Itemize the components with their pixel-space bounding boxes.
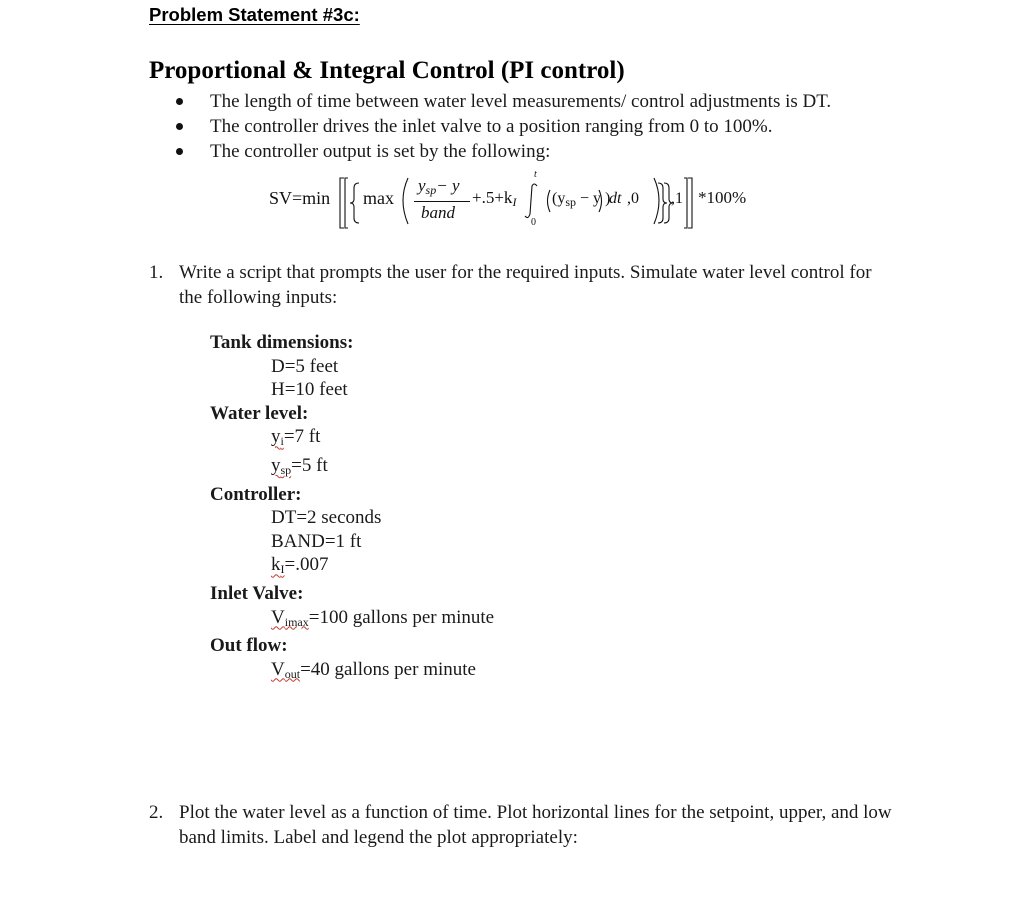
tank-height: H=10 feet (271, 379, 348, 401)
question-1 (149, 260, 899, 310)
eq-plus-half-k (472, 188, 516, 210)
controller-ki (210, 553, 494, 582)
problem-heading: Problem Statement #3c: (149, 4, 360, 25)
tank-header: Tank dimensions: (210, 332, 354, 353)
bullet-text: The length of time between water level measurements/ control adjustments is DT. (210, 91, 832, 112)
eq-lhs: SV=min (269, 188, 331, 208)
bullet-dot-icon (176, 98, 183, 105)
yi-symbol (271, 426, 284, 447)
eq-comma-zero: ,0 (627, 190, 639, 207)
tank-diameter: D=5 feet (271, 355, 339, 377)
eq-times-100: *100% (698, 188, 747, 207)
water-level-header: Water level: (210, 402, 309, 424)
setpoint-level (210, 454, 494, 483)
ki-symbol (271, 554, 285, 575)
outflow-header: Out flow: (210, 635, 288, 657)
eq-integral-lower: 0 (531, 217, 536, 228)
outflow-rate (210, 658, 494, 687)
question-2-text: Plot the water level as a function of time. Plot horizontal lines for the setpoint, upper, and low band limits. Label and legend the plot appropriately: (179, 802, 892, 848)
ysp-letter: y (271, 454, 281, 476)
bullet-item (172, 114, 831, 139)
vimax-sub: imax (284, 614, 309, 629)
ki-value: =.007 (284, 554, 329, 576)
eq-frac-denominator: band (421, 203, 455, 222)
inlet-max-flow (210, 606, 494, 635)
yi-value: =7 ft (283, 426, 321, 448)
ki-letter: k (271, 554, 281, 576)
bullet-item (172, 139, 831, 164)
vout-letter: V (271, 658, 285, 680)
eq-integrand-sub: sp (565, 195, 576, 209)
vout-value: =40 gallons per minute (300, 658, 476, 680)
controller-band: BAND=1 ft (271, 530, 362, 552)
bullet-item (172, 89, 831, 114)
eq-max: max (363, 188, 394, 208)
eq-integrand (552, 190, 610, 210)
bullet-dot-icon (176, 123, 183, 130)
ysp-value: =5 ft (291, 454, 328, 476)
controller-dt: DT=2 seconds (271, 507, 382, 529)
ysp-sub: sp (280, 462, 292, 477)
yi-sub: i (280, 434, 284, 449)
eq-k-sub: I (512, 195, 517, 209)
vout-symbol (271, 659, 300, 680)
eq-num-sub: sp (425, 183, 437, 197)
ysp-symbol (271, 455, 291, 476)
eq-dt: dt (609, 190, 622, 207)
inlet-valve-header: Inlet Valve: (210, 582, 304, 604)
eq-integrand-open: (y (552, 190, 566, 207)
eq-num-y: y (418, 176, 426, 195)
input-parameters (210, 331, 494, 686)
vimax-symbol (271, 607, 309, 628)
vout-sub: out (284, 666, 301, 681)
question-1-number: 1. (149, 262, 164, 283)
vimax-value: =100 gallons per minute (308, 606, 495, 628)
eq-k-text: +.5+k (472, 188, 513, 207)
vimax-letter: V (271, 606, 285, 628)
yi-letter: y (271, 426, 281, 448)
eq-num-minus-y: − y (436, 176, 460, 195)
controller-header: Controller: (210, 483, 302, 505)
section-title: Proportional & Integral Control (PI control) (149, 57, 625, 84)
eq-comma-one: ,1 (671, 190, 683, 207)
question-1-text: Write a script that prompts the user for the required inputs. Simulate water level control for the following inputs: (179, 262, 872, 308)
sv-equation (266, 170, 766, 232)
initial-level (210, 425, 494, 454)
bullet-dot-icon (176, 148, 183, 155)
eq-integral-upper: t (534, 169, 537, 180)
question-2-number: 2. (149, 802, 164, 823)
eq-frac-numerator (418, 176, 460, 198)
bullet-text: The controller drives the inlet valve to a position ranging from 0 to 100%. (210, 116, 773, 137)
question-2 (149, 800, 899, 850)
ki-sub: I (280, 562, 285, 577)
bullet-text: The controller output is set by the following: (210, 141, 551, 162)
eq-integrand-rest: − y ) (576, 190, 611, 207)
bullet-list (172, 89, 831, 164)
